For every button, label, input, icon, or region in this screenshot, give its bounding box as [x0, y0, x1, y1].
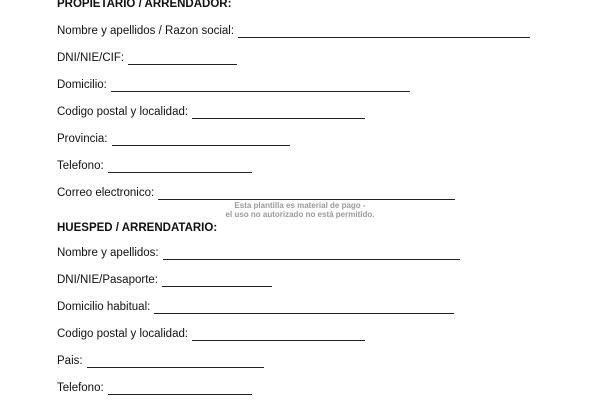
guest-id-field[interactable]: [57, 273, 272, 287]
field-label: DNI/NIE/Pasaporte:: [57, 274, 158, 286]
owner-phone-field[interactable]: [57, 159, 252, 173]
owner-province-field[interactable]: [57, 132, 290, 146]
blank-line[interactable]: [112, 134, 291, 146]
notice-line-1: Esta plantilla es material de pago -: [234, 201, 366, 210]
blank-line[interactable]: [154, 302, 454, 314]
blank-line[interactable]: [238, 26, 530, 38]
blank-line[interactable]: [87, 356, 264, 368]
blank-line[interactable]: [192, 329, 365, 341]
guest-postal-field[interactable]: [57, 327, 365, 341]
blank-line[interactable]: [162, 275, 272, 287]
blank-line[interactable]: [111, 80, 410, 92]
field-label: DNI/NIE/CIF:: [57, 52, 125, 64]
owner-dni-field[interactable]: [57, 51, 237, 65]
guest-name-field[interactable]: [57, 246, 460, 260]
notice-line-2: el uso no autorizado no está permitido.: [225, 210, 375, 219]
field-label: Nombre y apellidos / Razon social:: [57, 25, 235, 37]
blank-line[interactable]: [163, 248, 460, 260]
field-label: Domicilio:: [57, 79, 107, 91]
owner-address-field[interactable]: [57, 78, 410, 92]
owner-postal-field[interactable]: [57, 105, 365, 119]
field-label: Codigo postal y localidad:: [57, 328, 189, 340]
field-label: Pais:: [57, 355, 83, 367]
field-label: Codigo postal y localidad:: [57, 106, 189, 118]
field-label: Correo electronico:: [57, 187, 155, 199]
blank-line[interactable]: [108, 383, 252, 395]
owner-name-field[interactable]: [57, 24, 530, 38]
blank-line[interactable]: [192, 107, 365, 119]
field-label: Telefono:: [57, 160, 104, 172]
guest-address-field[interactable]: [57, 300, 454, 314]
owner-email-field[interactable]: [57, 186, 455, 200]
guest-phone-field[interactable]: [57, 381, 252, 395]
field-label: Provincia:: [57, 133, 108, 145]
owner-heading: PROPIETARIO / ARRENDADOR:: [57, 0, 232, 10]
blank-line[interactable]: [108, 161, 252, 173]
field-label: Nombre y apellidos:: [57, 247, 159, 259]
guest-country-field[interactable]: [57, 354, 264, 368]
blank-line[interactable]: [158, 188, 455, 200]
field-label: Telefono:: [57, 382, 104, 394]
blank-line[interactable]: [128, 53, 237, 65]
field-label: Domicilio habitual:: [57, 301, 151, 313]
guest-heading: HUESPED / ARRENDATARIO:: [57, 222, 218, 234]
paid-template-notice: [180, 201, 420, 219]
